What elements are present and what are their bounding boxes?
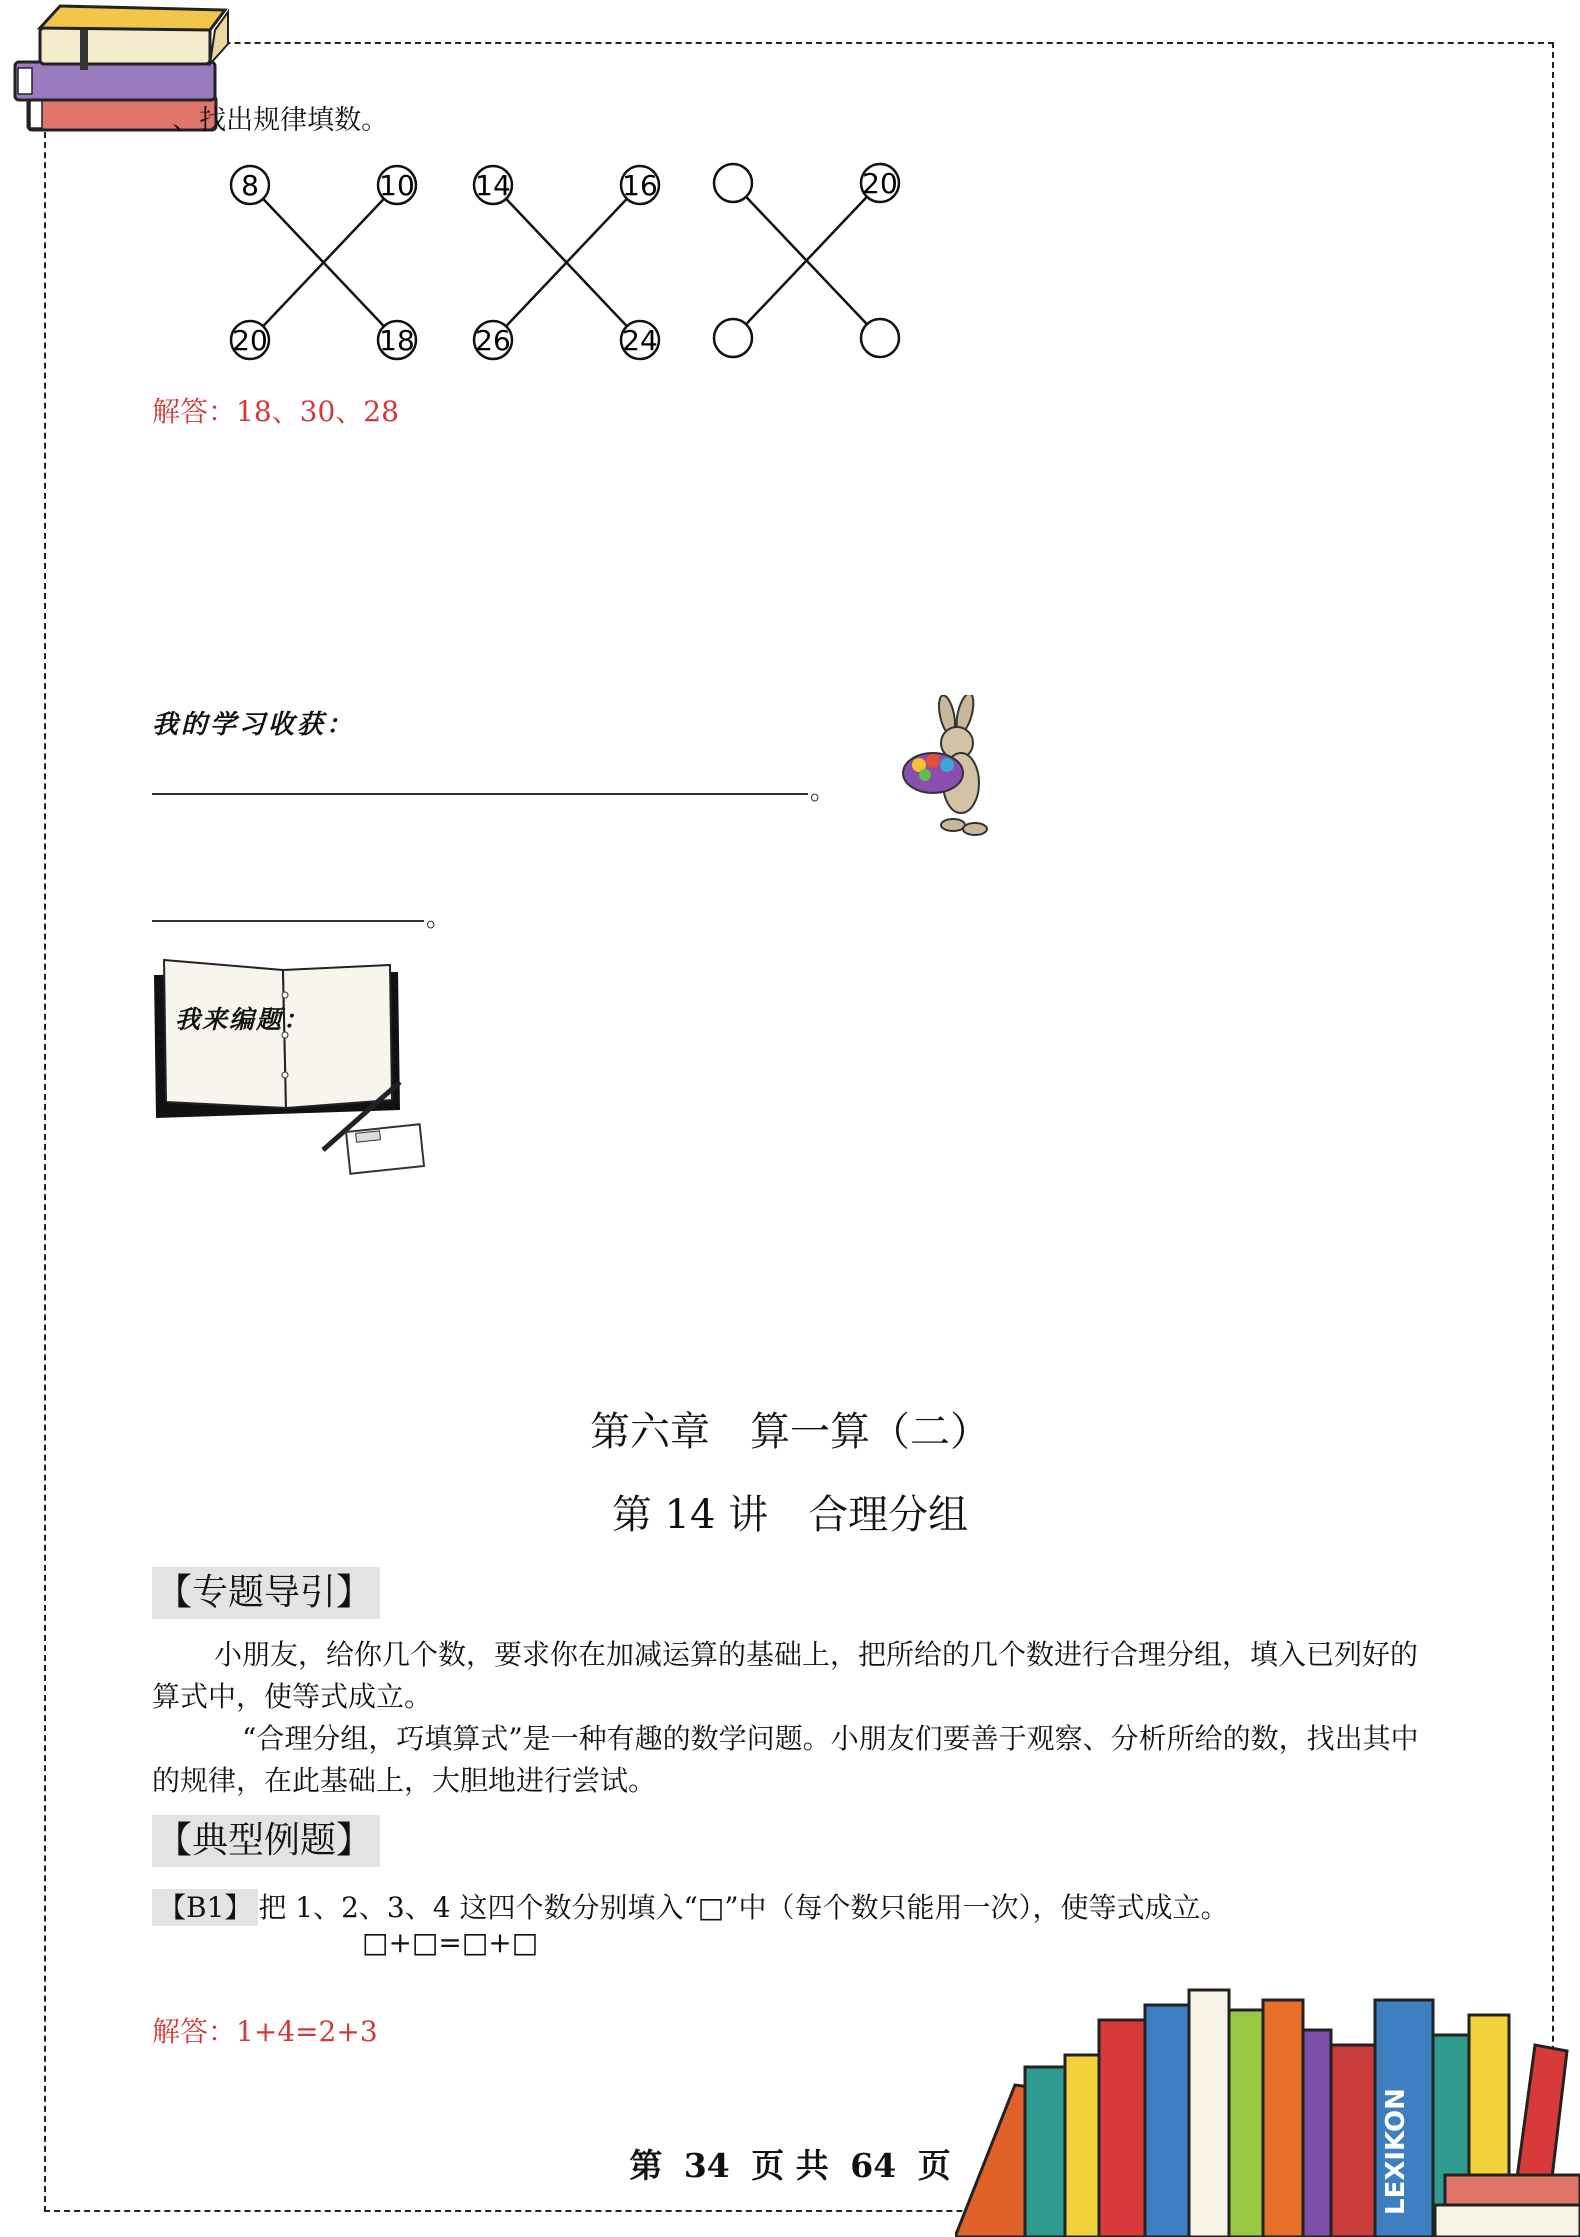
example-tag: 【B1】 bbox=[152, 1889, 258, 1926]
answer-2: 解答：1+4=2+3 bbox=[152, 2015, 378, 2048]
bunny-icon bbox=[895, 695, 1005, 845]
compose-label: 我来编题： bbox=[175, 1005, 311, 1034]
footer-pre: 第 bbox=[629, 2146, 663, 2185]
example-b1 bbox=[152, 1886, 1229, 1926]
notebook-icon bbox=[148, 950, 433, 1175]
harvest-line-2 bbox=[152, 920, 424, 922]
x-puzzles bbox=[210, 155, 920, 365]
harvest-period-2: 。 bbox=[426, 903, 453, 933]
p2-tr: 16 bbox=[622, 169, 658, 202]
footer-post: 页 bbox=[917, 2146, 951, 2185]
x-puzzle-3 bbox=[714, 164, 899, 357]
harvest-line-1 bbox=[152, 793, 808, 795]
footer-mid: 页 共 bbox=[751, 2146, 829, 2185]
problem-line bbox=[155, 98, 388, 137]
p1-br: 18 bbox=[379, 324, 415, 357]
answer-1: 解答：18、30、28 bbox=[152, 395, 399, 428]
p2-tl: 14 bbox=[475, 169, 511, 202]
x-puzzle-1 bbox=[231, 166, 416, 359]
page-footer bbox=[0, 2140, 1580, 2187]
lecture-title: 第 14 讲 合理分组 bbox=[611, 1492, 969, 1538]
p1-tr: 10 bbox=[379, 169, 415, 202]
bookshelf-icon bbox=[955, 1975, 1580, 2237]
harvest-period-1: 。 bbox=[810, 776, 837, 806]
intro-paragraph-2: “合理分组，巧填算式”是一种有趣的数学问题。小朋友们要善于观察、分析所给的数，找出其中的规律，在此基础上，大胆地进行尝试。 bbox=[152, 1722, 1419, 1797]
example-text: 把 1、2、3、4 这四个数分别填入“□”中（每个数只能用一次），使等式成立。 bbox=[258, 1891, 1229, 1924]
example-equation: □+□=□+□ bbox=[362, 1926, 539, 1959]
spine-lexikon: LEXIKON bbox=[1381, 2088, 1411, 2215]
p2-bl: 26 bbox=[475, 324, 511, 357]
problem-text: 、找出规律填数。 bbox=[172, 105, 389, 136]
harvest-label: 我的学习收获： bbox=[152, 710, 356, 740]
chapter-title: 第六章 算一算（二） bbox=[590, 1409, 990, 1455]
section-intro-heading: 【专题导引】 bbox=[152, 1567, 380, 1619]
p1-tl: 8 bbox=[241, 169, 259, 202]
p3-tr: 20 bbox=[862, 167, 898, 200]
x-puzzle-2 bbox=[474, 166, 659, 359]
intro-paragraph-1: 小朋友，给你几个数，要求你在加减运算的基础上，把所给的几个数进行合理分组，填入已列好的算式中，使等式成立。 bbox=[152, 1638, 1419, 1713]
section-examples-heading: 【典型例题】 bbox=[152, 1815, 380, 1867]
footer-total-pages: 64 bbox=[850, 2146, 897, 2185]
p2-br: 24 bbox=[622, 324, 658, 357]
p1-bl: 20 bbox=[232, 324, 268, 357]
footer-page-number: 34 bbox=[683, 2146, 730, 2185]
